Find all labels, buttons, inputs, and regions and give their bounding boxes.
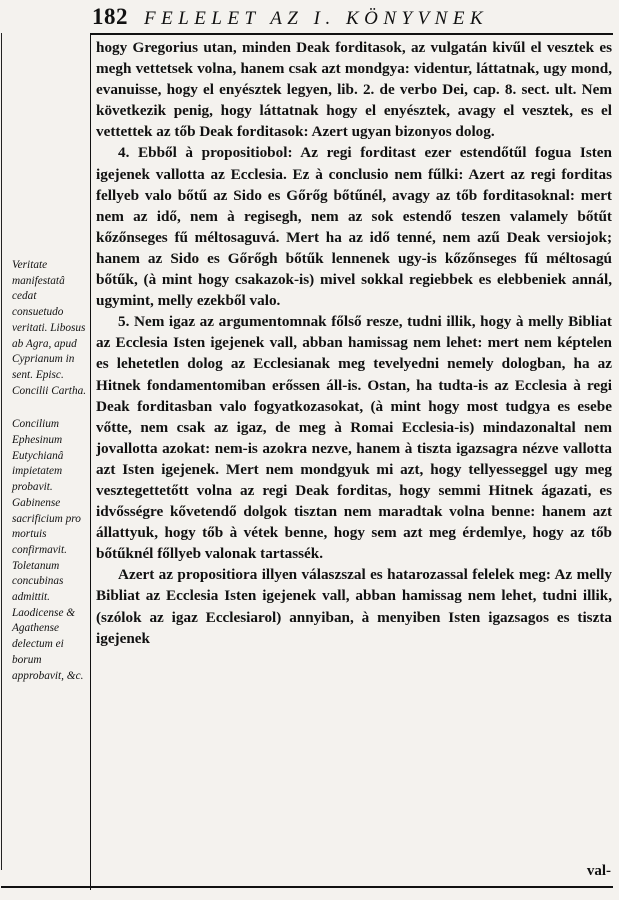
outer-frame-rule: [1, 33, 2, 870]
running-title: FELELET AZ I. KÖNYVNEK: [144, 8, 489, 29]
margin-notes: [12, 258, 89, 702]
header-rule: [90, 33, 613, 35]
margin-rule: [90, 33, 91, 890]
paragraph: hogy Gregorius utan, minden Deak forditasok, az vulgatán kivűl el vesztek es megh vettetsek volna, hanem csak azt mondgya: videntur, láttatnak, ugy mond, evanuisse, hogy el enyésztek legyen, lib. 2. de verbo Dei, cap. 8. sect. ult. Nem következik penig, hogy láttatnak hogy el enyésztek, avagy el vesztek, es el vettettek az tőb Deak forditasok: Azert ugyan bizonyos dolog.: [96, 39, 612, 141]
running-head: [92, 4, 613, 34]
footer-rule: [1, 886, 613, 888]
body-text: [96, 37, 612, 857]
paragraph: 5. Nem igaz az argumentomnak főlső resze, tudni illik, hogy à melly Bibliat az Ecclesia Isten igejenek vall, abban hamissag nem lehet: mert nem képtelen es lehetetlen dolog az Ecclesianak meg tevelyedni nemely dologban, ha az Hitnek fondamentomiban erőssen áll-is. Ostan, ha tudta-is az Ecclesia à regi Deak forditasban valo fogyatkozasokat, (à mint hogy most tudgya es esebe vőtte, nem csak az igaz, de meg à Romai Ecclesia-is) mindazonaltal nem jovallotta azokat: nem-is azokra nezve, hanem à tiszta igazsagra nézve vallotta azt Isten igejenek. Mert nem mondgyuk mi azt, hogy tellyesseggel ugy meg vesztegettetőtt volna az regi Deak forditas, hogy semmi Hitnek ágazati, es idvősségre kővetendő dolgok tisztan nem maradtak volna benne: hanem azt állattyuk, hogy tőb à vétek benne, hogy sem azt meg érdemlye, hogy az tőb bőtűknél főllyeb valonak tartassék.: [96, 313, 612, 563]
paragraph: Azert az propositiora illyen válaszszal es hatarozassal felelek meg: Az melly Bibliat az Ecclesia Isten igejenek vall, abban hamissag nem lehet, tudni illik, (szólok az igaz Ecclesiarol) annyiban, à menyiben Isten igazsagos es tiszta igejenek: [96, 566, 612, 647]
paragraph: 4. Ebből à propositiobol: Az regi forditast ezer estendőtűl fogua Isten igejenek vallotta az Ecclesia. Ez à conclusio nem fűlki: Azert az regi forditas fellyeb valo bőtű az Sido es Gőrőg bőtűnél, avagy az tőb forditasoknal: mert nem az idő, nem à regisegh, nem az sok estendő teszen valamely bőtűt kőzőnseges fű méltosaguvá. Mert ha az idő tenné, nem azű Deak versiojok; hanem az Sido es Gőrőgh bőtűk lennenek ugy-is kőzőnseges fű méltosagú bőtűk, (à mint hogy csakazok-is) mivel sokkal regiebbek es elebbeniek annál, ugymint, melly ezekből valo.: [96, 144, 612, 310]
page-number: 182: [92, 4, 128, 29]
margin-note: Concilium Ephesinum Eutychianâ impietatem probavit. Gabinense sacrificium pro mortuis confirmavit. Toletanum concubinas admittit. Laodicense & Agathense delectum ei borum approbavit, &c.: [12, 418, 84, 682]
margin-note: Veritate manifestatâ cedat consuetudo veritati. Libosus ab Agra, apud Cyprianum in sent. Episc. Concilii Cartha.: [12, 259, 87, 397]
catchword: val-: [586, 863, 611, 879]
